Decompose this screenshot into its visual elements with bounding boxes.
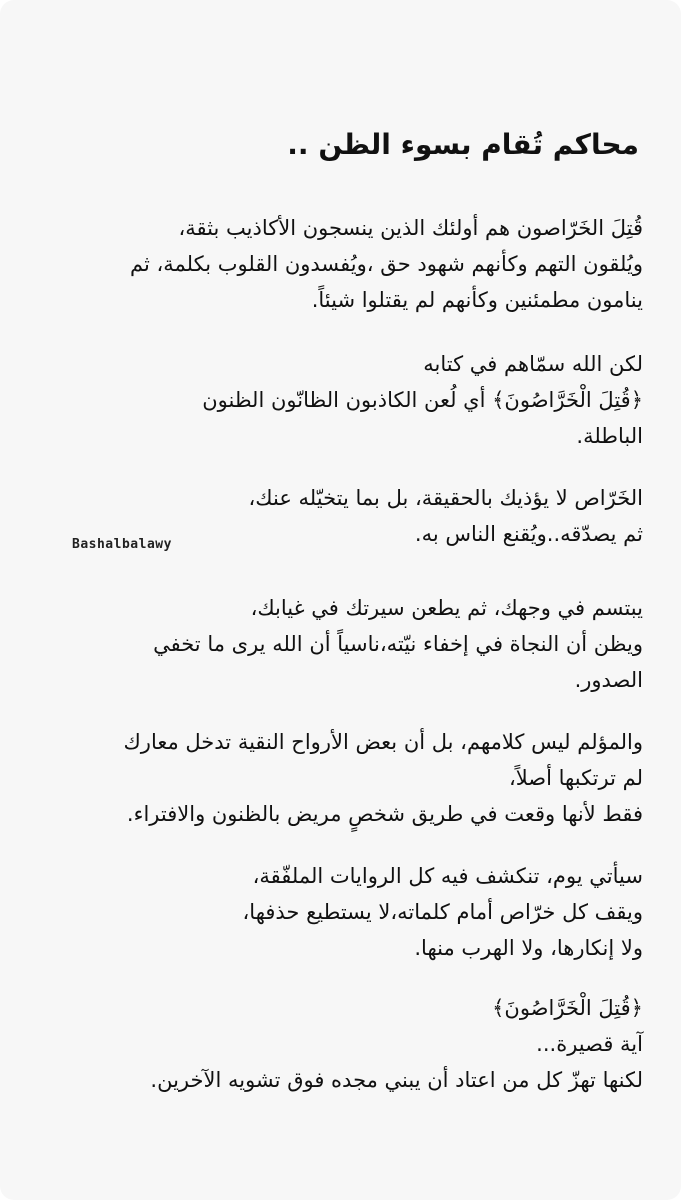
paragraph-5 xyxy=(23,724,643,832)
text-line: آية قصيرة... xyxy=(536,1032,643,1056)
paragraph-2 xyxy=(23,346,643,454)
text-line: فقط لأنها وقعت في طريق شخصٍ مريض بالظنون والافتراء. xyxy=(126,802,643,826)
text-line: الباطلة. xyxy=(576,424,643,448)
text-line: ويظن أن النجاة في إخفاء نيّته،ناسياً أن الله يرى ما تخفي xyxy=(153,632,643,656)
text-line: سيأتي يوم، تنكشف فيه كل الروايات الملفّقة، xyxy=(252,864,643,888)
text-line: يبتسم في وجهك، ثم يطعن سيرتك في غيابك، xyxy=(250,596,643,620)
paragraph-7 xyxy=(23,990,643,1098)
text-line: ويقف كل خرّاص أمام كلماته،لا يستطيع حذفها، xyxy=(242,900,643,924)
text-line: لم ترتكبها أصلاً، xyxy=(509,766,643,790)
page-title: محاكم تُقام بسوء الظن .. xyxy=(287,128,639,161)
text-line: لكن الله سمّاهم في كتابه xyxy=(423,352,643,376)
paragraph-6 xyxy=(23,858,643,966)
paragraph-1 xyxy=(23,210,643,318)
text-line: ويُلقون التهم وكأنهم شهود حق ،ويُفسدون القلوب بكلمة، ثم xyxy=(130,252,643,276)
text-line: ﴿قُتِلَ الْخَرَّاصُونَ﴾ أي لُعن الكاذبون الظانّون الظنون xyxy=(202,388,643,412)
text-line: ﴿قُتِلَ الْخَرَّاصُونَ﴾ xyxy=(492,996,643,1020)
text-line: الصدور. xyxy=(574,668,643,692)
watermark-handle: Bashalbalawy xyxy=(72,537,172,552)
text-line: والمؤلم ليس كلامهم، بل أن بعض الأرواح النقية تدخل معارك xyxy=(123,730,643,754)
text-line: ثم يصدّقه..ويُقنع الناس به. xyxy=(414,522,643,546)
text-line: ولا إنكارها، ولا الهرب منها. xyxy=(414,936,643,960)
text-line: ينامون مطمئنين وكأنهم لم يقتلوا شيئاً. xyxy=(311,288,643,312)
paragraph-4 xyxy=(23,590,643,698)
text-line: قُتِلَ الخَرّاصون هم أولئك الذين ينسجون الأكاذيب بثقة، xyxy=(178,216,643,240)
text-line: لكنها تهزّ كل من اعتاد أن يبني مجده فوق تشويه الآخرين. xyxy=(150,1068,643,1092)
text-line: الخَرّاص لا يؤذيك بالحقيقة، بل بما يتخيّله عنك، xyxy=(248,486,643,510)
